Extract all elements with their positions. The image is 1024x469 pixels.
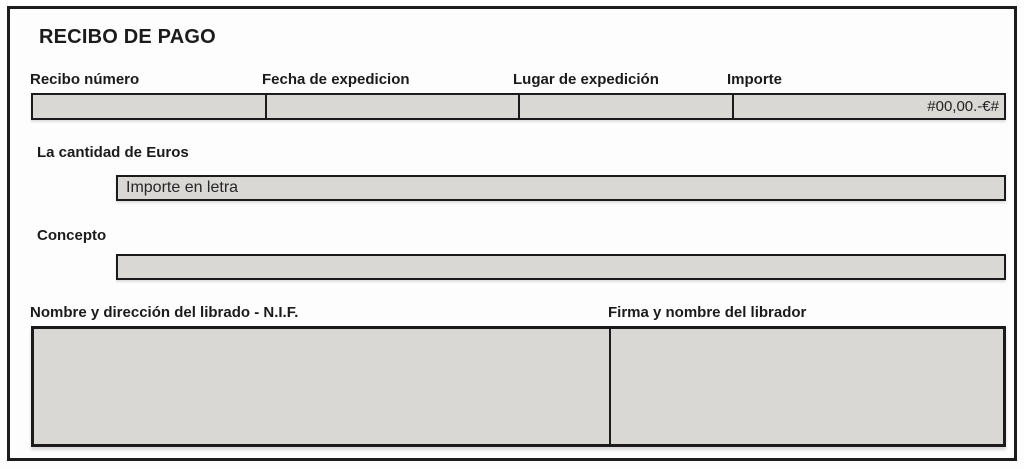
lugar-expedicion-label: Lugar de expedición [513,71,659,88]
page-title: RECIBO DE PAGO [39,26,216,48]
fecha-expedicion-field[interactable] [265,95,518,118]
fecha-expedicion-label: Fecha de expedicion [262,71,410,88]
recibo-numero-label: Recibo número [30,71,140,88]
concepto-label: Concepto [37,227,107,244]
librador-signature-box[interactable] [611,329,1003,444]
lugar-expedicion-field[interactable] [518,95,732,118]
top-fields-row [31,93,1006,120]
importe-en-letra-field[interactable]: Importe en letra [116,175,1006,201]
librado-label: Nombre y dirección del librado - N.I.F. [30,304,299,321]
librador-label: Firma y nombre del librador [608,304,807,321]
importe-field[interactable]: #00,00.-€# [732,95,1004,118]
concepto-field[interactable] [116,254,1006,280]
librado-box[interactable] [34,329,611,444]
importe-label: Importe [727,71,783,88]
cantidad-euros-label: La cantidad de Euros [37,144,189,161]
receipt-form-frame [7,6,1017,461]
recibo-numero-field[interactable] [33,95,265,118]
bottom-boxes-row [31,326,1006,447]
